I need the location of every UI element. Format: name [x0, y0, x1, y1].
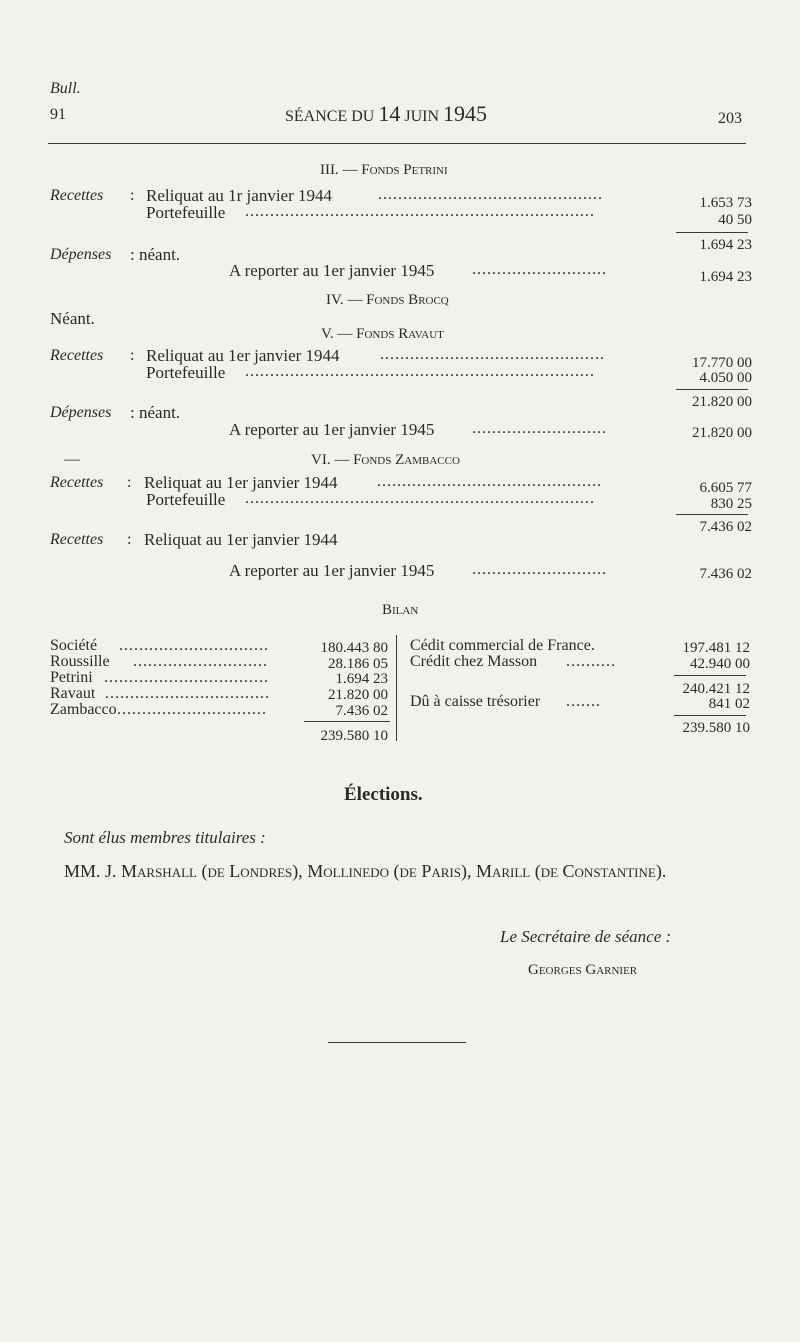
dot-leader: ....... [566, 693, 601, 710]
recettes-label: Recettes [50, 474, 104, 491]
report-value: 21.820 00 [692, 425, 752, 441]
reliquat-text: Reliquat au 1er janvier 1944 [144, 473, 338, 492]
bilan-right-subtotal: 240.421 12 [682, 681, 750, 697]
reliquat-text: Reliquat au 1er janvier 1944 [144, 530, 338, 549]
title-day: 14 [378, 101, 401, 126]
secretary-label: Le Secrétaire de séance : [500, 927, 672, 946]
section-title-fonds-zambacco: VI. — Fonds Zambacco [311, 452, 460, 468]
colon: : [127, 474, 132, 491]
report-value: 7.436 02 [699, 566, 752, 582]
dot-leader: ...................................................................... [245, 490, 595, 507]
bilan-right-value: 841 02 [708, 696, 750, 712]
bilan-left-value: 7.436 02 [335, 703, 388, 719]
value: 17.770 00 [692, 355, 752, 371]
title-pre: SÉANCE DU [285, 108, 379, 125]
bilan-left-value: 21.820 00 [328, 687, 388, 703]
section-title-fonds-brocq: IV. — Fonds Brocq [326, 292, 449, 308]
header-rule [48, 143, 746, 144]
portefeuille-text: Portefeuille [146, 363, 226, 382]
bilan-left-label: Zambacco [50, 701, 117, 718]
dot-leader: ...................................................................... [245, 363, 595, 380]
recettes-label: Recettes [50, 187, 104, 204]
dot-leader: .............................. [119, 637, 269, 654]
bilan-title: Bilan [382, 602, 419, 618]
dot-leader: ................................. [104, 669, 269, 686]
bilan-left-value: 180.443 80 [320, 640, 388, 656]
neant-text: Néant. [50, 309, 95, 328]
page-number: 203 [718, 110, 742, 127]
report-text: A reporter au 1er janvier 1945 [229, 561, 435, 580]
depenses-label: Dépenses [50, 246, 112, 263]
colon: : [130, 187, 135, 204]
dot-leader: ........................... [133, 653, 268, 670]
total: 1.694 23 [699, 237, 752, 253]
bilan-right-value: 197.481 12 [682, 640, 750, 656]
reliquat-text: Reliquat au 1r janvier 1944 [146, 186, 333, 205]
title-mid: JUIN [400, 108, 444, 125]
title-year: 1945 [443, 101, 488, 126]
dot-leader: ........................... [472, 420, 607, 437]
report-value: 1.694 23 [699, 269, 752, 285]
value: 6.605 77 [699, 480, 752, 496]
bilan-right-label: Crédit chez Masson [410, 653, 538, 670]
header-bull: Bull. [50, 80, 81, 97]
total: 7.436 02 [699, 519, 752, 535]
elected-members: MM. J. Marshall (de Londres), Mollinedo (de Paris), Marill (de Constantine). [64, 861, 667, 881]
dot-leader: ...................................................................... [245, 203, 595, 220]
depenses-label: Dépenses [50, 404, 112, 421]
colon: : [127, 531, 132, 548]
recettes-label: Recettes [50, 531, 104, 548]
dot-leader: .............................. [117, 701, 267, 718]
depenses-text: : néant. [130, 403, 181, 422]
sum-rule [674, 675, 746, 676]
secretary-name: Georges Garnier [528, 962, 638, 978]
sum-rule [304, 721, 390, 722]
section-title-fonds-ravaut: V. — Fonds Ravaut [321, 326, 444, 342]
value: 40 50 [718, 212, 752, 228]
portefeuille-text: Portefeuille [146, 203, 226, 222]
header-volume: 91 [50, 106, 66, 123]
bilan-right-label: Dû à caisse trésorier [410, 693, 541, 710]
bilan-left-total: 239.580 10 [320, 728, 388, 744]
depenses-text: : néant. [130, 245, 181, 264]
bilan-left-label: Roussille [50, 653, 110, 670]
bilan-left-label: Petrini [50, 669, 93, 686]
report-text: A reporter au 1er janvier 1945 [229, 420, 435, 439]
recettes-label: Recettes [50, 347, 104, 364]
bilan-left-value: 1.694 23 [335, 671, 388, 687]
value: 1.653 73 [699, 195, 752, 211]
bilan-left-label: Ravaut [50, 685, 96, 702]
dot-leader: ............................................. [378, 186, 603, 203]
report-text: A reporter au 1er janvier 1945 [229, 261, 435, 280]
dot-leader: ........................... [472, 261, 607, 278]
reliquat-text: Reliquat au 1er janvier 1944 [146, 346, 340, 365]
bilan-right-label: Cédit commercial de France. [410, 637, 595, 654]
dot-leader: .......... [566, 653, 616, 670]
elections-title: Élections. [344, 784, 423, 805]
sum-rule [676, 514, 748, 515]
bilan-divider [396, 635, 397, 741]
colon: : [130, 347, 135, 364]
bilan-left-value: 28.186 05 [328, 656, 388, 672]
dot-leader: ........................... [472, 561, 607, 578]
dot-leader: ............................................. [380, 346, 605, 363]
sum-rule [676, 232, 748, 233]
dot-leader: ............................................. [377, 473, 602, 490]
total: 21.820 00 [692, 394, 752, 410]
dash: — [64, 451, 80, 468]
closing-rule [328, 1042, 466, 1043]
portefeuille-text: Portefeuille [146, 490, 226, 509]
value: 830 25 [710, 496, 752, 512]
bilan-right-total: 239.580 10 [682, 720, 750, 736]
section-title-fonds-petrini: III. — Fonds Petrini [320, 162, 448, 178]
value: 4.050 00 [699, 370, 752, 386]
sum-rule [674, 715, 746, 716]
bilan-right-value: 42.940 00 [690, 656, 750, 672]
sum-rule [676, 389, 748, 390]
page-header-title [285, 101, 487, 127]
bilan-left-label: Société [50, 637, 98, 654]
elections-subtitle: Sont élus membres titulaires : [64, 828, 266, 847]
dot-leader: ................................. [105, 685, 270, 702]
